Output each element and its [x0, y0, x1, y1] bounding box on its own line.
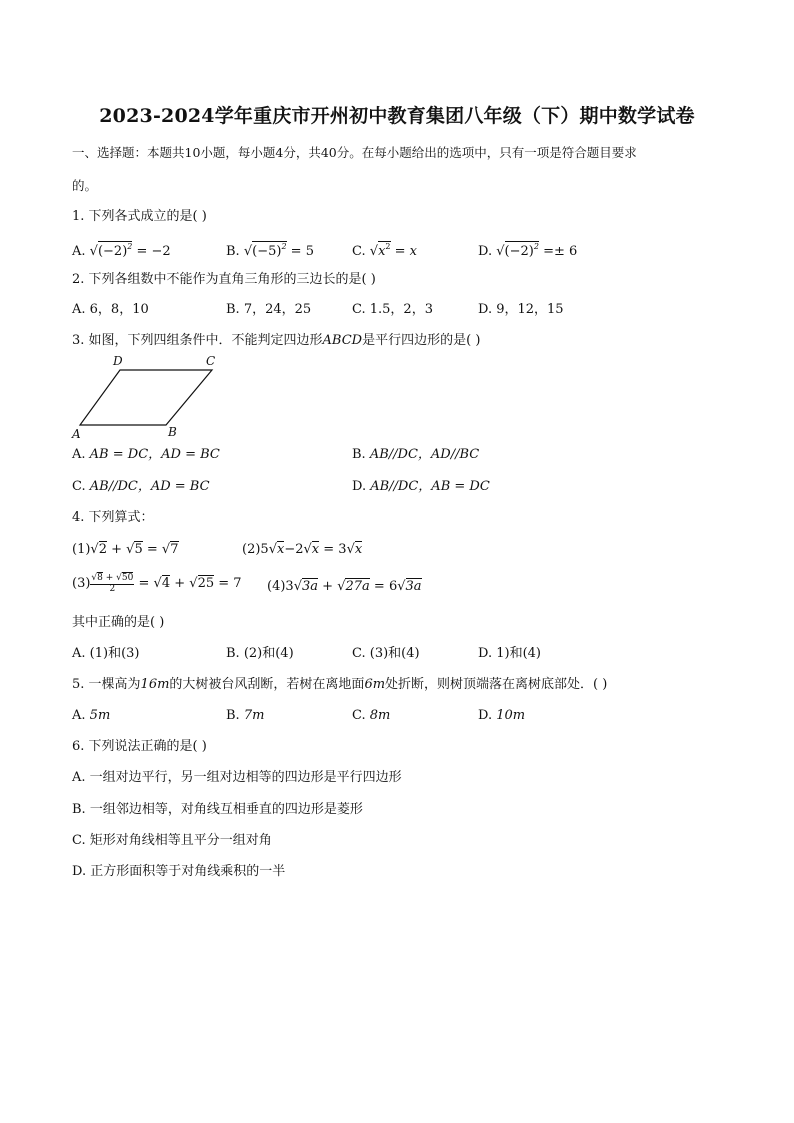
q3-option-b — [352, 448, 479, 461]
q4-e4-label: (4)3 — [267, 579, 294, 594]
q5-stem — [72, 678, 607, 691]
q3-d-text: AB//DC，AB = DC — [370, 479, 490, 494]
q6-stem: 6. 下列说法正确的是( ) — [72, 739, 207, 754]
q1-b-label: B. — [226, 244, 240, 259]
vertex-label-a: A — [72, 427, 81, 441]
q5-stem-1: 5. 一棵高为 — [72, 677, 141, 692]
q5-b-value: 7m — [243, 708, 265, 723]
q5-value-height: 16m — [140, 677, 170, 692]
q1-option-b: B. $√(-5)^2 = 5$ — [226, 242, 314, 259]
q4-e1-plus: + — [107, 542, 127, 557]
q4-e3-num-radicand-2: 50 — [121, 573, 134, 583]
q4-option-a: A. (1)和(3) — [72, 646, 140, 661]
section-instructions-line1: 一、选择题：本题共10小题，每小题4分，共40分。在每小题给出的选项中，只有一项是符合题目要求 — [72, 145, 637, 160]
q4-e3-fraction: $\frac{√8 + √50}{2}$ — [91, 573, 134, 594]
q4-e4-radicand-1: 3a — [301, 579, 319, 594]
q1-a-exponent: 2 — [127, 242, 133, 251]
q1-a-label: A. — [72, 244, 86, 259]
q4-e3-num-plus: + — [102, 573, 117, 583]
q1-option-d: D. $√(-2)^2 =\pm 6$ — [478, 242, 578, 259]
q2-option-d: D. 9，12，15 — [478, 302, 564, 317]
q3-b-text: AB//DC，AD//BC — [369, 447, 480, 462]
q4-e3-rhs: = 7 — [214, 575, 242, 591]
q4-e1-radicand-3: 7 — [170, 542, 179, 557]
q1-option-c: C. $√x^2 = x$ — [352, 242, 417, 259]
q5-stem-3: 处折断，则树顶端落在离树底部处．( ) — [385, 677, 608, 692]
q3-stem-var: ABCD — [322, 333, 363, 348]
q5-d-label: D. — [478, 708, 493, 723]
q3-c-label: C. — [72, 479, 86, 494]
q4-e2-mid: −2 — [284, 542, 304, 557]
vertex-label-d: D — [113, 354, 123, 368]
q2-option-c: C. 1.5，2，3 — [352, 302, 433, 317]
q4-e2-eq: = 3 — [319, 542, 347, 557]
q3-b-label: B. — [352, 447, 366, 462]
q4-expression-3: (3) $\frac{√8 + √50}{2}$ = √4 + √25 = 7 — [72, 573, 242, 594]
q1-option-a: A. $√(-2)^2 = -2$ — [72, 242, 171, 259]
q3-c-text: AB//DC，AD = BC — [89, 479, 210, 494]
q5-option-d — [478, 709, 525, 722]
q1-c-exponent: 2 — [385, 242, 391, 251]
q1-d-exponent: 2 — [533, 242, 539, 251]
q1-d-rhs: =± 6 — [543, 244, 578, 259]
q4-option-c: C. (3)和(4) — [352, 646, 420, 661]
q5-option-c — [352, 709, 390, 722]
q5-value-break: 6m — [364, 677, 386, 692]
q4-correct-question: 其中正确的是( ) — [72, 615, 165, 630]
q4-option-d: D. 1)和(4) — [478, 646, 541, 661]
q5-c-label: C. — [352, 708, 366, 723]
q4-e2-radicand-3: x — [354, 542, 363, 557]
q4-e4-radicand-3: 3a — [405, 579, 422, 594]
q4-e3-num-radicand-1: 8 — [97, 573, 103, 583]
q4-e2-radicand-1: x — [276, 542, 285, 557]
q4-expression-2: (2)5√x−2√x = 3√x — [242, 542, 363, 557]
q1-c-rhs: = x — [394, 244, 417, 259]
q1-c-radicand: x — [378, 244, 386, 259]
q1-stem: 1. 下列各式成立的是( ) — [72, 209, 207, 224]
q1-a-rhs: = −2 — [136, 244, 171, 259]
section-instructions-line2: 的。 — [72, 178, 98, 193]
q4-e1-radicand-2: 5 — [134, 542, 143, 557]
q2-stem: 2. 下列各组数中不能作为直角三角形的三边长的是( ) — [72, 272, 376, 287]
q6-option-b: B. 一组邻边相等，对角线互相垂直的四边形是菱形 — [72, 802, 363, 817]
q6-option-c: C. 矩形对角线相等且平分一组对角 — [72, 833, 272, 848]
q4-e4-eq: = 6 — [369, 579, 398, 594]
q4-e3-radicand-1: 4 — [161, 575, 171, 591]
q1-b-rhs: = 5 — [290, 244, 314, 259]
q4-expression-4: (4)3√3a + √27a = 6√3a — [267, 579, 422, 594]
q1-d-radicand: (−2) — [504, 244, 534, 259]
q1-c-label: C. — [352, 244, 366, 259]
vertex-label-c: C — [206, 354, 216, 368]
q4-e3-eq: = — [134, 575, 154, 591]
q4-e4-plus: + — [318, 579, 338, 594]
q4-expression-1: (1)√2 + √5 = √7 — [72, 542, 179, 557]
parallelogram-shape — [80, 370, 212, 425]
q3-d-label: D. — [352, 479, 367, 494]
q5-option-b — [226, 709, 264, 722]
q4-e2-radicand-2: x — [311, 542, 320, 557]
q5-c-value: 8m — [369, 708, 391, 723]
q3-option-a — [72, 448, 220, 461]
q3-stem-post: 是平行四边形的是( ) — [362, 333, 481, 348]
q4-e1-label: (1) — [72, 542, 91, 557]
q4-e3-denominator: 2 — [109, 583, 116, 594]
q5-d-value: 10m — [496, 708, 526, 723]
q4-stem: 4. 下列算式： — [72, 510, 154, 525]
vertex-label-b: B — [168, 425, 177, 439]
q2-option-b: B. 7，24，25 — [226, 302, 312, 317]
q5-a-label: A. — [72, 708, 86, 723]
q5-a-value: 5m — [89, 708, 111, 723]
q4-e3-plus: + — [170, 575, 190, 591]
q1-b-exponent: 2 — [281, 242, 287, 251]
q3-stem — [72, 334, 480, 347]
q4-option-b: B. (2)和(4) — [226, 646, 294, 661]
q1-b-radicand: (−5) — [252, 244, 282, 259]
q4-e1-radicand-1: 2 — [98, 542, 107, 557]
q3-a-label: A. — [72, 447, 86, 462]
q4-e1-eq: = — [142, 542, 162, 557]
q4-e3-radicand-2: 25 — [197, 575, 215, 591]
q4-e4-radicand-2: 27a — [345, 579, 370, 594]
page-title: 2023-2024学年重庆市开州初中教育集团八年级（下）期中数学试卷 — [99, 105, 695, 127]
q3-stem-pre: 3. 如图，下列四组条件中．不能判定四边形 — [72, 333, 323, 348]
q5-b-label: B. — [226, 708, 240, 723]
q6-option-a: A. 一组对边平行，另一组对边相等的四边形是平行四边形 — [72, 770, 402, 785]
q2-option-a: A. 6，8，10 — [72, 302, 149, 317]
q3-option-c — [72, 480, 210, 493]
q1-d-label: D. — [478, 244, 493, 259]
q1-a-radicand: (−2) — [97, 244, 128, 259]
q3-a-text: AB = DC，AD = BC — [89, 447, 220, 462]
q4-e3-label: (3) — [72, 575, 91, 591]
q6-option-d: D. 正方形面积等于对角线乘积的一半 — [72, 864, 286, 879]
q3-option-d — [352, 480, 490, 493]
q5-stem-2: 的大树被台风刮断，若树在离地面 — [169, 677, 365, 692]
q4-e2-label: (2)5 — [242, 542, 269, 557]
q5-option-a — [72, 709, 110, 722]
